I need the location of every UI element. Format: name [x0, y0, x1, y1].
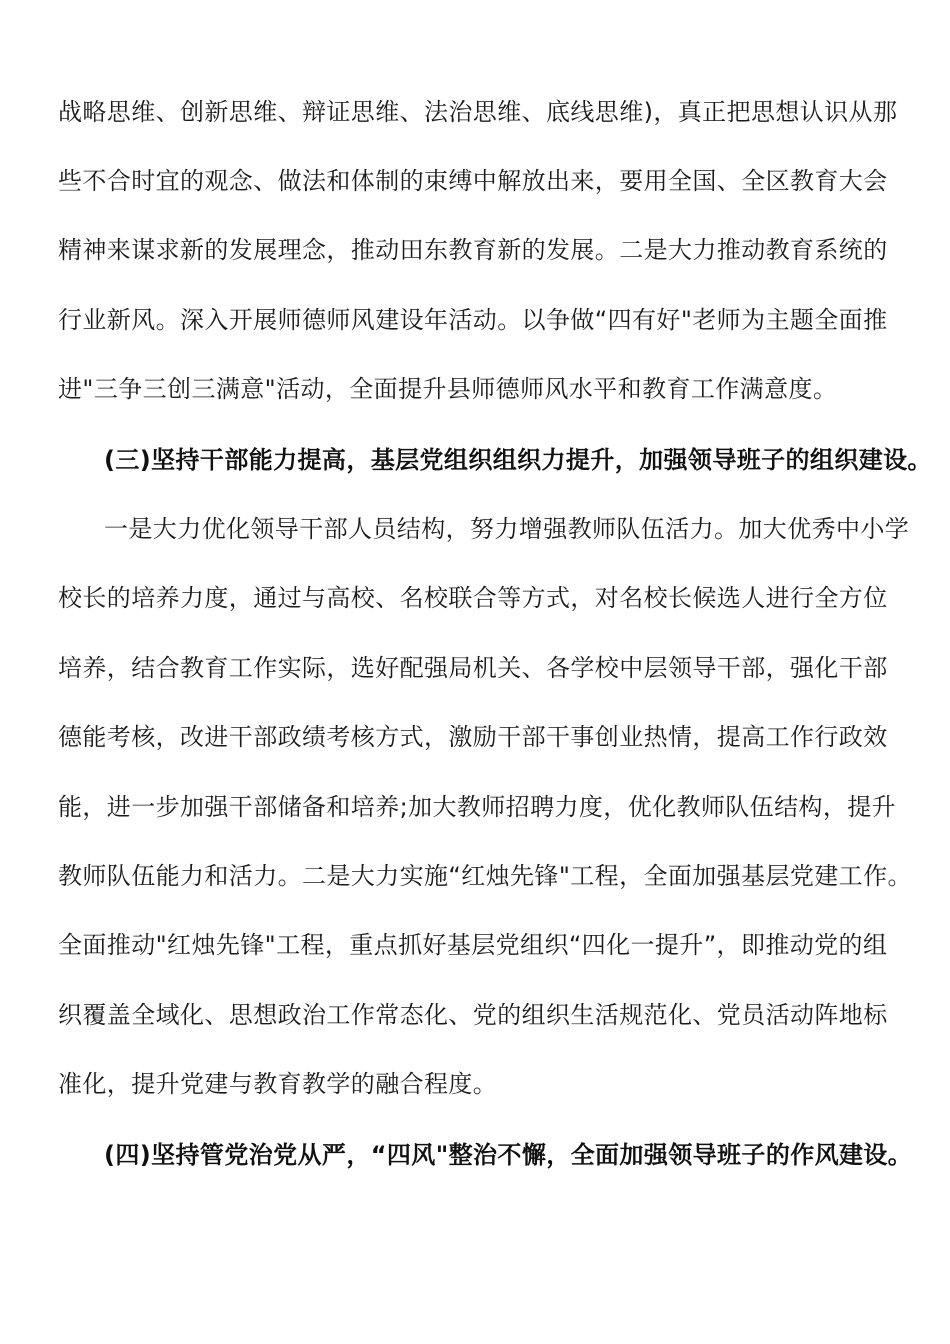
text-line: 能，进一步加强干部储备和培养;加大教师招聘力度，优化教师队伍结构，提升 [58, 793, 897, 821]
text-line: 一是大力优化领导干部人员结构，努力增强教师队伍活力。加大优秀中小学 [104, 515, 910, 543]
text-line: 些不合时宜的观念、做法和体制的束缚中解放出来，要用全国、全区教育大会 [58, 167, 888, 195]
text-line: 行业新风。深入开展师德师风建设年活动。以争做“四有好"老师为主题全面推 [58, 306, 888, 334]
section-heading: (三)坚持干部能力提高，基层党组织组织力提升，加强领导班子的组织建设。 [104, 446, 932, 474]
text-line: 织覆盖全域化、思想政治工作常态化、党的组织生活规范化、党员活动阵地标 [58, 1001, 888, 1029]
text-line: 德能考核，改进干部政绩考核方式，激励干部干事创业热情，提高工作行政效 [58, 723, 888, 751]
text-line: 准化，提升党建与教育教学的融合程度。 [58, 1070, 498, 1098]
text-line: 培养，结合教育工作实际，选好配强局机关、各学校中层领导干部，强化干部 [58, 654, 888, 682]
text-line: 精神来谋求新的发展理念，推动田东教育新的发展。二是大力推动教育系统的 [58, 236, 888, 264]
section-heading: (四)坚持管党治党从严，“四风"整治不懈，全面加强领导班子的作风建设。 [104, 1141, 913, 1169]
text-line: 进"三争三创三满意"活动，全面提升县师德师风水平和教育工作满意度。 [58, 375, 838, 403]
text-line: 战略思维、创新思维、辩证思维、法治思维、底线思维)，真正把思想认识从那 [58, 98, 898, 126]
text-line: 教师队伍能力和活力。二是大力实施“红烛先锋"工程，全面加强基层党建工作。 [58, 862, 912, 890]
text-line: 全面推动"红烛先锋"工程，重点抓好基层党组织“四化一提升”，即推动党的组 [58, 931, 888, 959]
text-line: 校长的培养力度，通过与高校、名校联合等方式，对名校长候选人进行全方位 [58, 584, 888, 612]
